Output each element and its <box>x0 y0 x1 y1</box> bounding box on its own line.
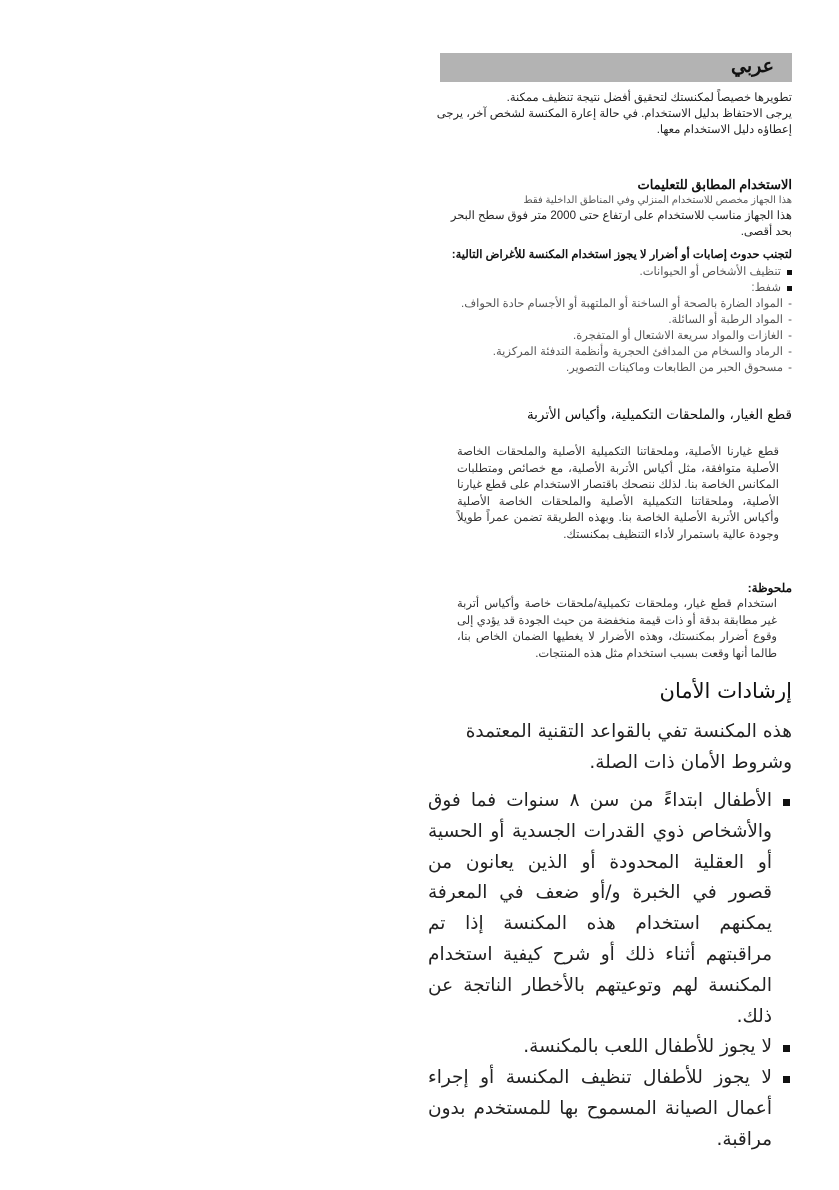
safety-title: إرشادات الأمان <box>659 679 792 703</box>
avoid-bullet-item: تنظيف الأشخاص أو الحيوانات. <box>436 264 792 280</box>
proper-use-title: الاستخدام المطابق للتعليمات <box>637 177 792 192</box>
intro-text <box>436 90 792 138</box>
proper-use-line-2: هذا الجهاز مناسب للاستخدام على ارتفاع حتى 2000 متر فوق سطح البحر بحد أقصى. <box>450 210 792 238</box>
intro-line-1: تطويرها خصيصاً لمكنستك لتحقيق أفضل نتيجة تنظيف ممكنة. <box>506 92 792 104</box>
avoid-section <box>436 247 792 376</box>
avoid-dash-item: - مسحوق الحبر من الطابعات وماكينات التصوير. <box>436 360 792 376</box>
safety-intro: هذه المكنسة تفي بالقواعد التقنية المعتمدة وشروط الأمان ذات الصلة. <box>465 721 792 773</box>
proper-use-line-1: هذا الجهاز مخصص للاستخدام المنزلي وفي المناطق الداخلية فقط <box>523 195 792 206</box>
spare-parts-title: قطع الغيار، والملحقات التكميلية، وأكياس الأتربة <box>526 407 792 423</box>
avoid-dash-item: - المواد الضارة بالصحة أو الساخنة أو الملتهبة أو الأجسام حادة الحواف. <box>436 296 792 312</box>
safety-bullet-item: لا يجوز للأطفال اللعب بالمكنسة. <box>428 1032 792 1063</box>
note-body: استخدام قطع غيار، وملحقات تكميلية/ملحقات خاصة وأكياس أتربة غير مطابقة بدقة أو ذات قيمة منخفضة من حيث الجودة قد يؤدي إلى وقوع أضرار بمكنستك، وهذه الأضرار لا يغطيها الضمان الخاص بنا، طالما أنها وقعت بسبب استخدام مثل هذه المنتجات. <box>457 598 777 660</box>
safety-bullet-list <box>428 786 792 1156</box>
language-header-bar <box>440 53 792 82</box>
avoid-dash-item: - المواد الرطبة أو السائلة. <box>436 312 792 328</box>
intro-line-2: يرجى الاحتفاظ بدليل الاستخدام. في حالة إعارة المكنسة لشخص آخر، يرجى إعطاؤه دليل الاستخدام معها. <box>436 108 792 136</box>
avoid-dash-item: - الرماد والسخام من المدافئ الحجرية وأنظمة التدفئة المركزية. <box>436 344 792 360</box>
note-title: ملحوظة: <box>747 581 792 595</box>
avoid-dash-item: - الغازات والمواد سريعة الاشتعال أو المتفجرة. <box>436 328 792 344</box>
spare-parts-body: قطع غيارنا الأصلية، وملحقاتنا التكميلية الأصلية والملحقات الخاصة الأصلية متوافقة، مثل أكياس الأتربة الأصلية، مع خصائص ومتطلبات المكانس الخاصة بنا. لذلك ننصحك باقتصار الاستخدام على قطع غيارنا الأصلية، وملحقاتنا التكميلية الأصلية والملحقات الخاصة الأصلية وأكياس الأتربة الأصلية الخاصة بنا. وبهذه الطريقة تضمن عمراً طويلاً وجودة عالية باستمرار لأداء التنظيف بمكنستك. <box>457 446 779 541</box>
proper-use-section <box>436 176 792 240</box>
avoid-bullet-item: شفط: <box>436 280 792 296</box>
avoid-title: لتجنب حدوث إصابات أو أضرار لا يجوز استخدام المكنسة للأغراض التالية: <box>451 249 792 261</box>
language-label: عربي <box>731 56 774 77</box>
safety-bullet-item: الأطفال ابتداءً من سن ٨ سنوات فما فوق والأشخاص ذوي القدرات الجسدية أو الحسية أو العقلية المحدودة أو الذين يعانون من قصور في الخبرة و/أو ضعف في المعرفة يمكنهم استخدام هذه المكنسة إذا تم مراقبتهم أثناء ذلك أو شرح كيفية استخدام المكنسة لهم وتوعيتهم بالأخطار الناتجة عن ذلك. <box>428 786 792 1032</box>
safety-bullet-item: لا يجوز للأطفال تنظيف المكنسة أو إجراء أعمال الصيانة المسموح بها للمستخدم بدون مراقبة. <box>428 1063 792 1155</box>
